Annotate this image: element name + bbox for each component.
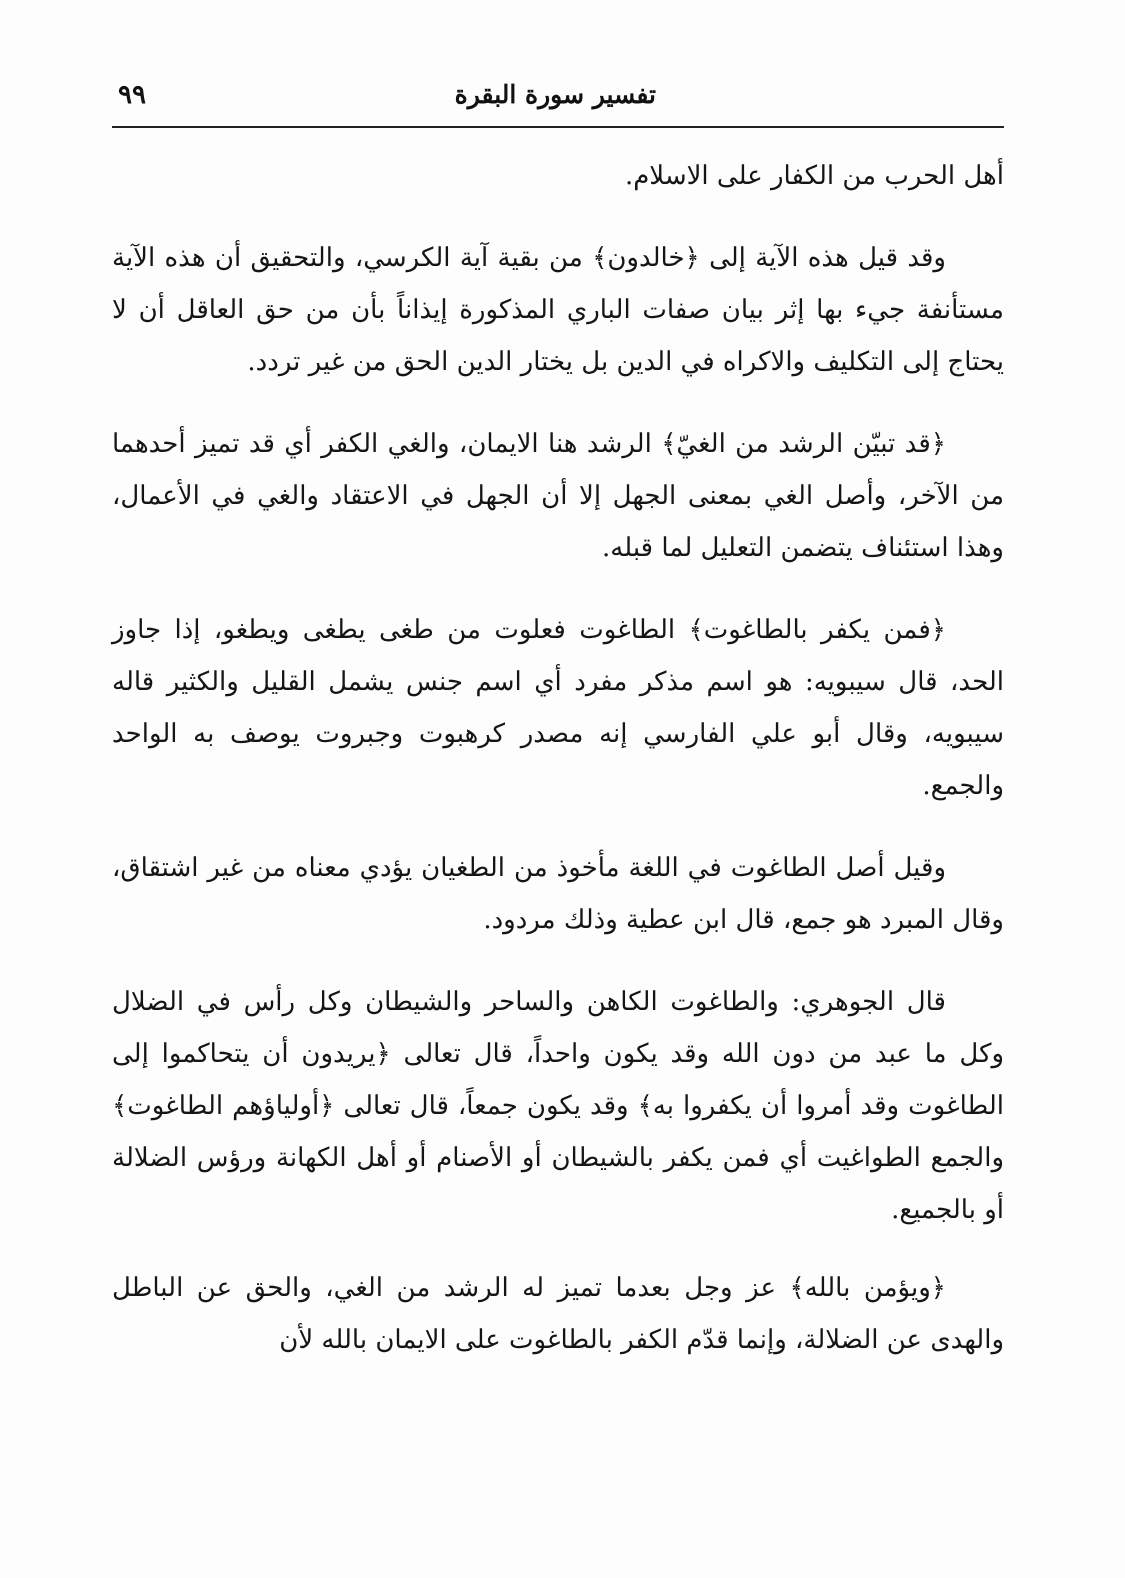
paragraph-6: قال الجوهري: والطاغوت الكاهن والساحر والشيطان وكل رأس في الضلال وكل ما عبد من دون الله وقد يكون واحداً، قال تعالى ﴿يريدون أن يتحاكموا إلى الطاغوت وقد أمروا أن يكفروا به﴾ وقد يكون جمعاً، قال تعالى ﴿أولياؤهم الطاغوت﴾ والجمع الطواغيت أي فمن يكفر بالشيطان أو الأصنام أو أهل الكهانة ورؤس الضلالة أو بالجميع. — [112, 987, 1004, 1225]
header-rule — [112, 126, 1004, 128]
body-text — [112, 150, 1004, 1396]
running-title: تفسير سورة البقرة — [454, 80, 656, 109]
paragraph-5: وقيل أصل الطاغوت في اللغة مأخوذ من الطغيان يؤدي معناه من غير اشتقاق، وقال المبرد هو جمع، قال ابن عطية وذلك مردود. — [112, 853, 1004, 935]
page-number: ٩٩ — [118, 80, 146, 110]
paragraph-4: ﴿فمن يكفر بالطاغوت﴾ الطاغوت فعلوت من طغى يطغى ويطغو، إذا جاوز الحد، قال سيبويه: هو اسم مذكر مفرد أي اسم جنس يشمل القليل والكثير قاله سيبويه، وقال أبو علي الفارسي إنه مصدر كرهبوت وجبروت يوصف به الواحد والجمع. — [112, 615, 1004, 801]
running-header — [112, 80, 1004, 124]
paragraph-2: وقد قيل هذه الآية إلى ﴿خالدون﴾ من بقية آية الكرسي، والتحقيق أن هذه الآية مستأنفة جيء بها إثر بيان صفات الباري المذكورة إيذاناً بأن من حق العاقل أن لا يحتاج إلى التكليف والاكراه في الدين بل يختار الدين الحق من غير تردد. — [112, 243, 1004, 377]
paragraph-1: أهل الحرب من الكفار على الاسلام. — [624, 161, 1004, 191]
paragraph-3: ﴿قد تبيّن الرشد من الغيّ﴾ الرشد هنا الايمان، والغي الكفر أي قد تميز أحدهما من الآخر، وأصل الغي بمعنى الجهل إلا أن الجهل في الاعتقاد والغي في الأعمال، وهذا استئناف يتضمن التعليل لما قبله. — [112, 429, 1004, 563]
paragraph-7: ﴿ويؤمن بالله﴾ عز وجل بعدما تميز له الرشد من الغي، والحق عن الباطل والهدى عن الضلالة، وإنما قدّم الكفر بالطاغوت على الايمان بالله لأن — [112, 1273, 1004, 1355]
